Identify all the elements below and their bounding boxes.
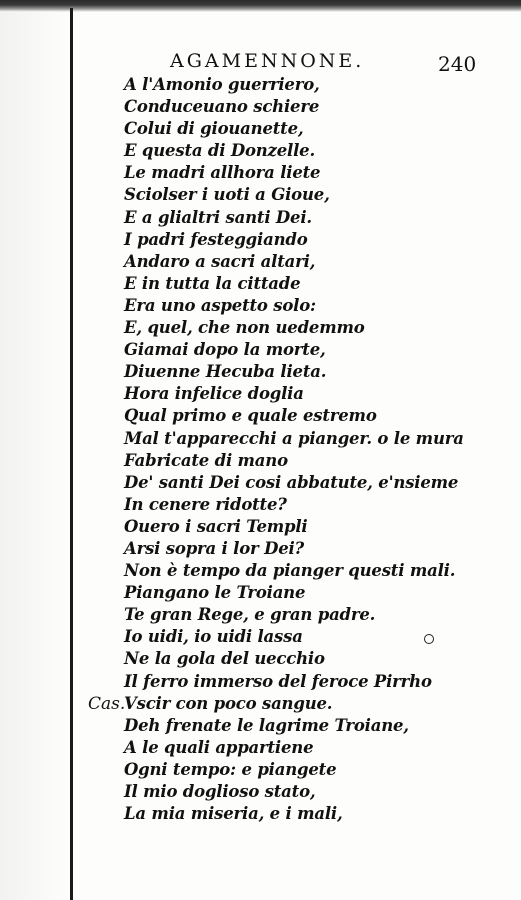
verse-line: De' santi Dei cosi abbatute, e'nsieme [124, 472, 459, 492]
page-gutter [0, 0, 70, 900]
verse-line: A l'Amonio guerriero, [124, 75, 320, 94]
verse-line: I padri festeggiando [124, 229, 308, 249]
margin-rule [70, 8, 73, 900]
verse-line: Ogni tempo: e piangete [124, 759, 337, 779]
verse-line: In cenere ridotte? [124, 494, 287, 514]
verse-line: Mal t'apparecchi a pianger. o le mura [124, 428, 464, 448]
running-head: AGAMENNONE. [170, 50, 365, 72]
verse-line: Le madri allhora liete [124, 163, 321, 183]
verse-line: Deh frenate le lagrime Troiane, [124, 715, 409, 735]
verse-line: Giamai dopo la morte, [124, 340, 326, 360]
verse-line: Andaro a sacri altari, [124, 251, 316, 271]
verse-line: E questa di Donzelle. [124, 141, 316, 161]
speaker-label: Cas. [88, 694, 126, 714]
ink-dot-ornament [424, 634, 434, 644]
verse-line: E in tutta la cittade [124, 273, 301, 293]
verse-line: Io uidi, io uidi lassa [124, 627, 303, 647]
verse-line: La mia miseria, e i mali, [124, 804, 343, 824]
verse-line: Non è tempo da pianger questi mali. [124, 561, 456, 581]
verse-line: Vscir con poco sangue. [124, 693, 333, 713]
verse-line: A le quali appartiene [124, 737, 314, 757]
verse-lines [124, 74, 464, 825]
verse-line: Piangano le Troiane [124, 583, 306, 603]
verse-line: Te gran Rege, e gran padre. [124, 605, 376, 625]
verse-line: Arsi sopra i lor Dei? [124, 538, 305, 558]
verse-line: E a glialtri santi Dei. [124, 207, 312, 227]
verse-line: Il ferro immerso del feroce Pirrho [124, 671, 432, 691]
verse-line: Ne la gola del uecchio [124, 649, 325, 669]
page-number: 240 [438, 52, 477, 76]
verse-line: Conduceuano schiere [124, 97, 320, 117]
page-top-edge [0, 0, 521, 12]
verse-line: Diuenne Hecuba lieta. [124, 362, 327, 382]
verse-line: Sciolser i uoti a Gioue, [124, 185, 330, 205]
verse-line: Fabricate di mano [124, 450, 288, 470]
verse-line: Era uno aspetto solo: [124, 295, 316, 315]
verse-line: Hora infelice doglia [124, 384, 304, 404]
verse-line: Colui di giouanette, [124, 119, 304, 139]
verse-line: Qual primo e quale estremo [124, 406, 377, 426]
verse-line: E, quel, che non uedemmo [124, 318, 365, 338]
verse-line: Ouero i sacri Templi [124, 516, 308, 536]
verse-line: Il mio doglioso stato, [124, 782, 316, 801]
